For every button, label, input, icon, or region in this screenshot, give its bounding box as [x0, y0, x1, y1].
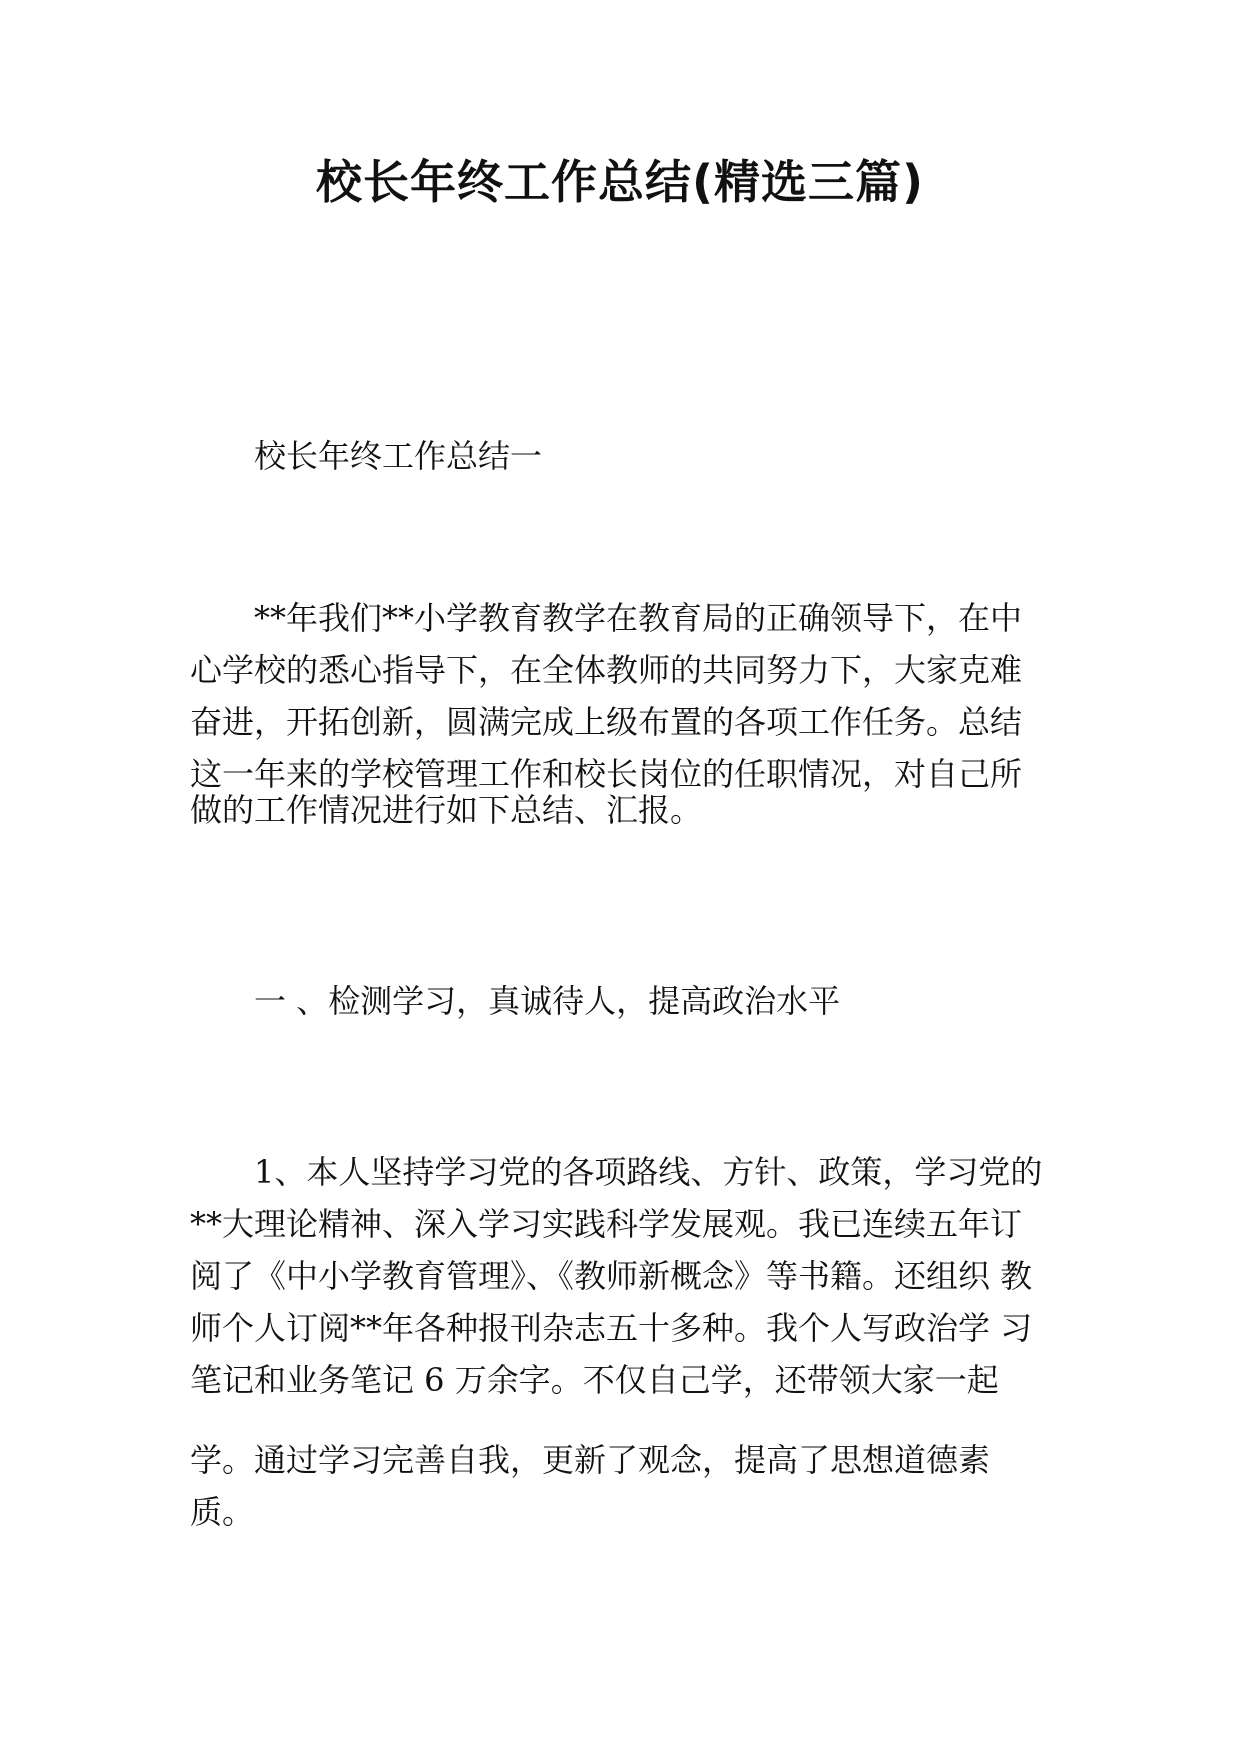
intro-paragraph-last-line: 做的工作情况进行如下总结、汇报。 [190, 791, 703, 829]
heading-1: 一 、检测学习，真诚待人，提高政治水平 [254, 982, 841, 1020]
item-1-last-line: 学。通过学习完善自我，更新了观念，提高了思想道德素质。 [190, 1441, 991, 1531]
section-heading: 校长年终工作总结一 [254, 437, 543, 475]
intro-paragraph: **年我们**小学教育教学在教育局的正确领导下，在中心学校的悉心指导下，在全体教师的共同努力下，大家克难奋进，开拓创新，圆满完成上级布置的各项工作任务。总结这一年来的学校管理工作和校长岗位的任职情况，对自己所 [190, 599, 1023, 793]
item-1-paragraph: 1、本人坚持学习党的各项路线、方针、政策，学习党的**大理论精神、深入学习实践科学发展观。我已连续五年订阅了《中小学教育管理》、《教师新概念》等书籍。还组织 教师个人订阅**年各种报刊杂志五十多种。我个人写政治学 习笔记和业务笔记 6 万余字。不仅自己学，还带领大家一起 [190, 1153, 1043, 1399]
document-title: 校长年终工作总结(精选三篇) [315, 155, 925, 209]
